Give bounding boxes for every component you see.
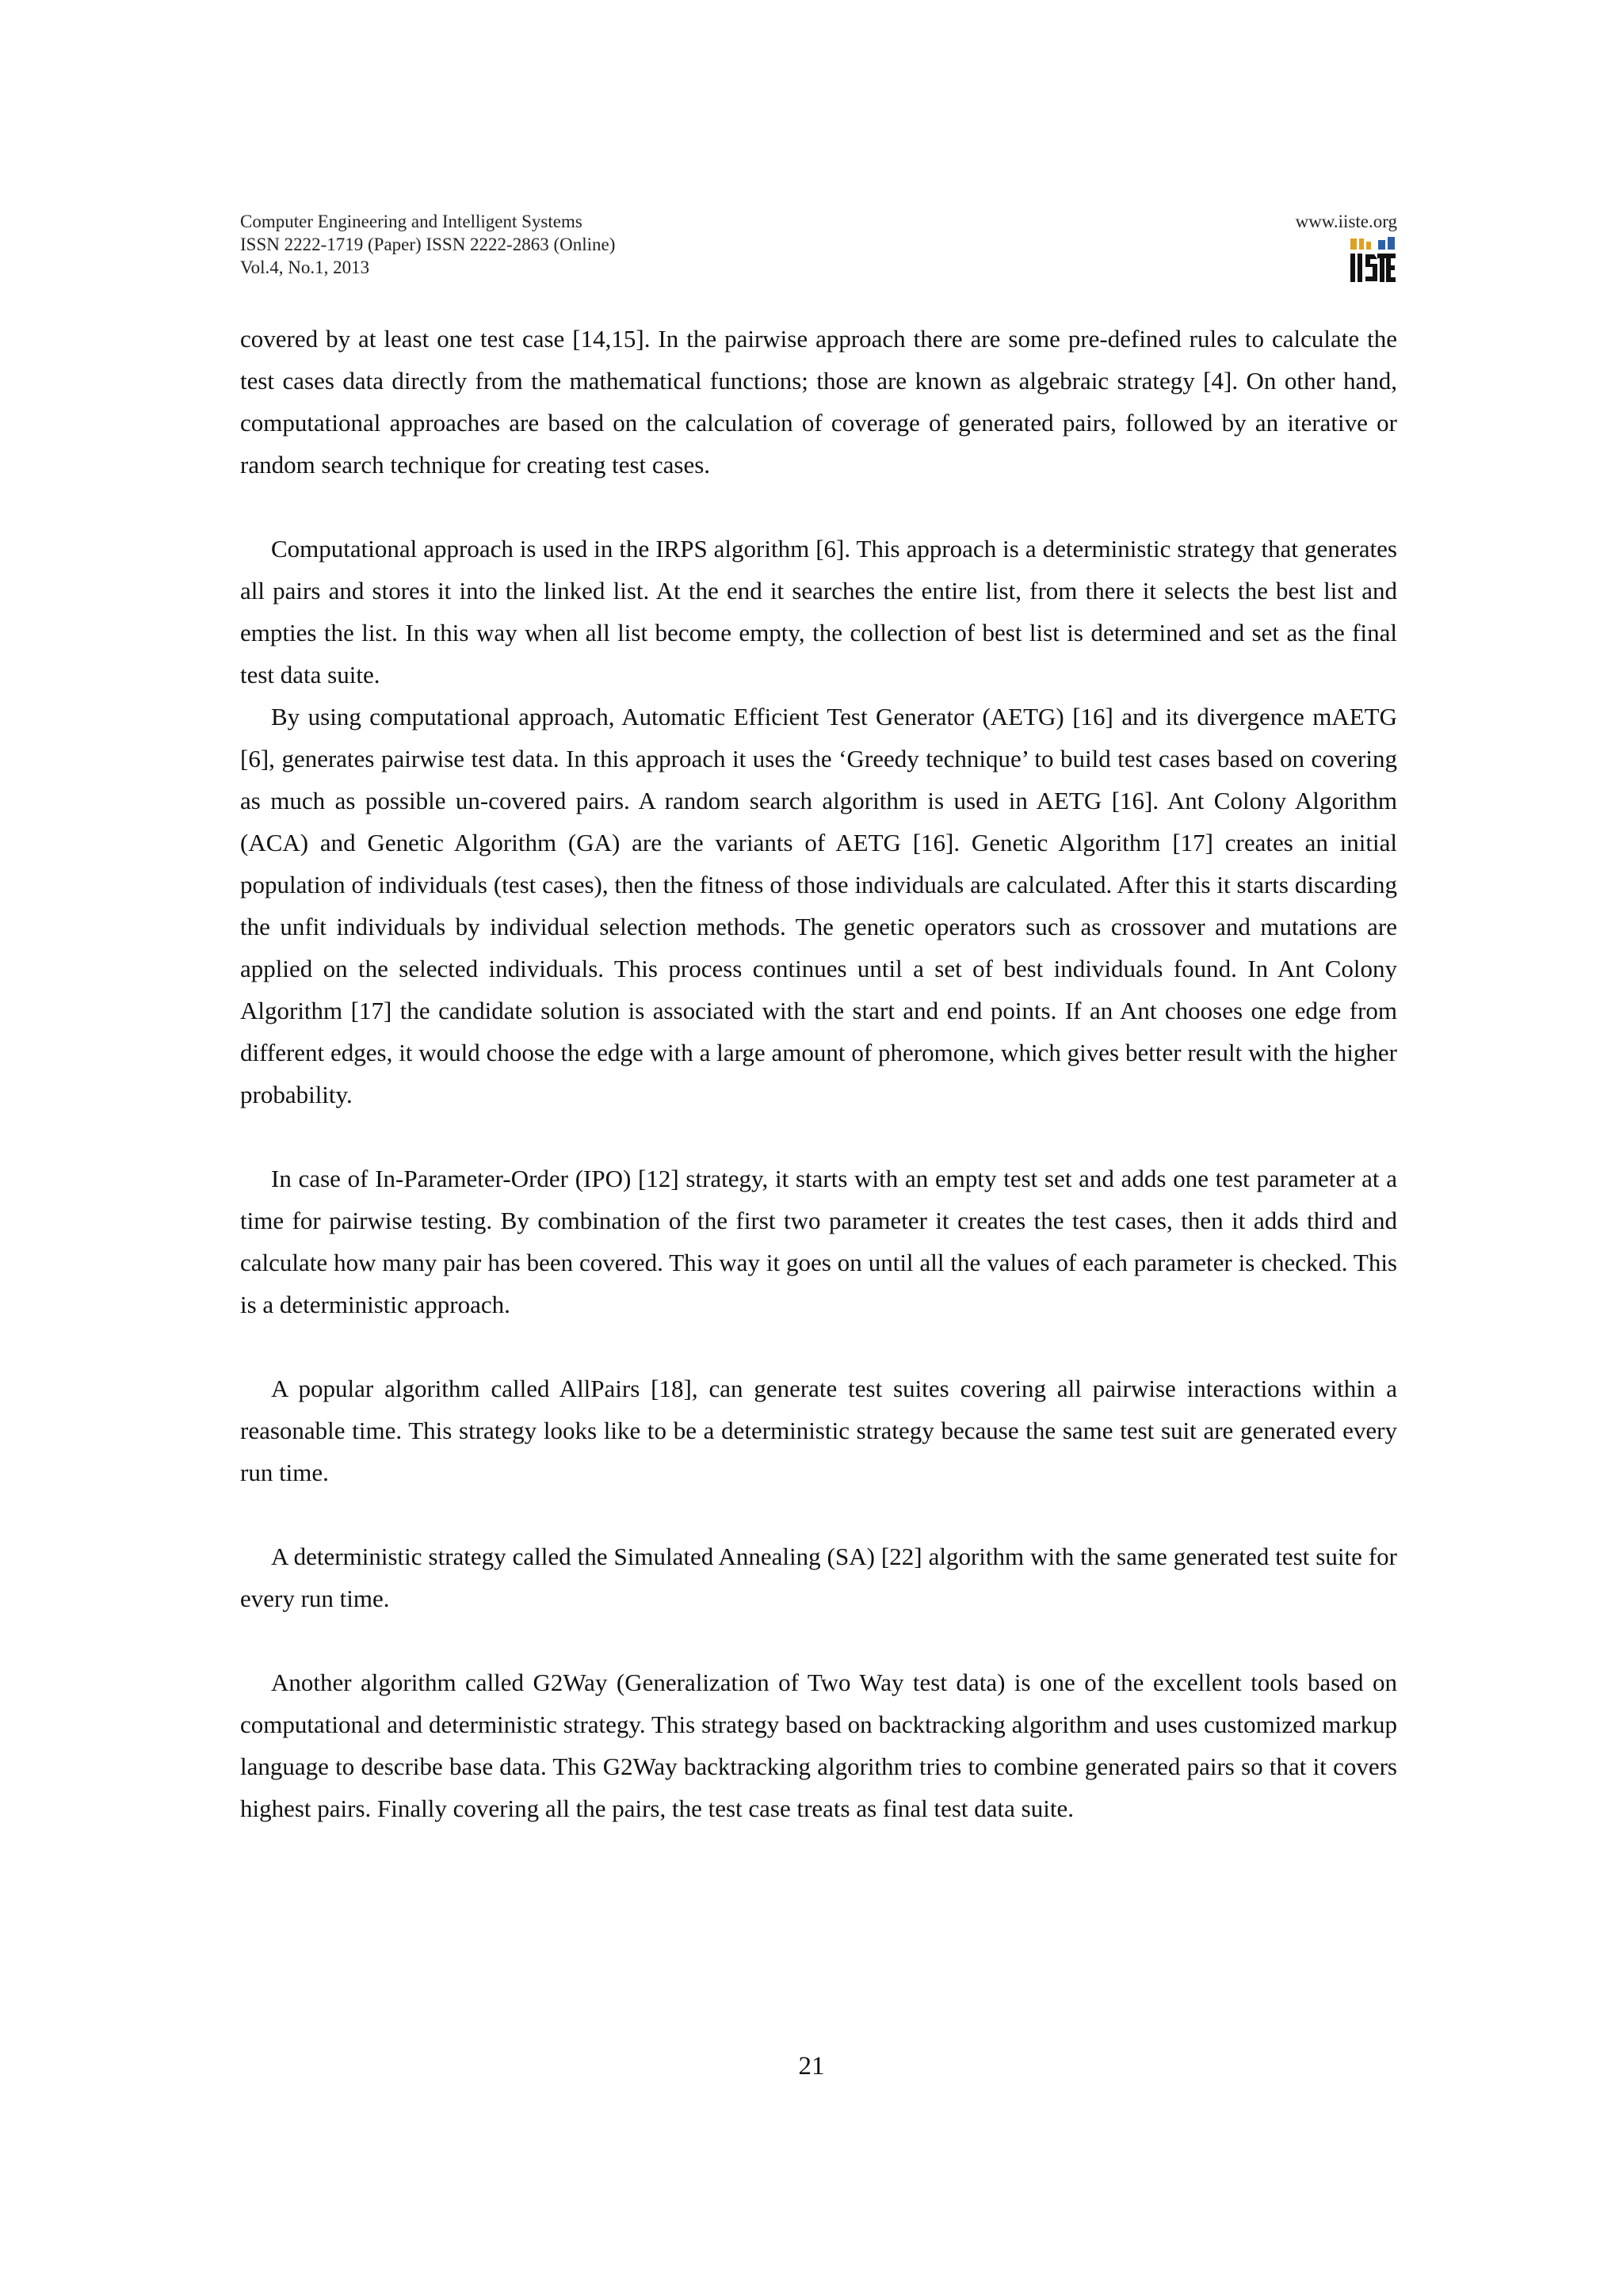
paragraph-g2way: Another algorithm called G2Way (Generalization of Two Way test data) is one of the excellent tools based on computational and deterministic strategy. This strategy based on backtracking algorithm and uses customized markup language to describe base data. This G2Way backtracking algorithm tries to combine generated pairs so that it covers highest pairs. Finally covering all the pairs, the test case treats as final test data suite. [240,1669,1397,1822]
journal-title: Computer Engineering and Intelligent Systems [240,212,582,231]
page-number: 21 [798,2052,825,2081]
journal-info [240,210,615,279]
body-text [240,318,1397,1829]
page-header [240,210,1397,297]
paragraph-allpairs: A popular algorithm called AllPairs [18], can generate test suites covering all pairwise interactions within a reasonable time. This strategy looks like to be a deterministic strategy because the same test suit are generated every run time. [240,1375,1397,1486]
website-link[interactable]: www.iiste.org [1295,212,1397,231]
iiste-logo-icon [1348,235,1397,284]
paragraph-simulated-annealing: A deterministic strategy called the Simulated Annealing (SA) [22] algorithm with the same generated test suite for every run time. [240,1543,1397,1612]
issn-line: ISSN 2222-1719 (Paper) ISSN 2222-2863 (Online) [240,235,616,254]
paragraph-continued: covered by at least one test case [14,15]. In the pairwise approach there are some pre-defined rules to calculate the test cases data directly from the mathematical functions; those are known as algebraic strategy [4]. On other hand, computational approaches are based on the calculation of coverage of generated pairs, followed by an iterative or random search technique for creating test cases. [240,325,1397,479]
paragraph-irps: Computational approach is used in the IRPS algorithm [6]. This approach is a deterministic strategy that generates all pairs and stores it into the linked list. At the end it searches the entire list, from there it selects the best list and empties the list. In this way when all list become empty, the collection of best list is determined and set as the final test data suite. [240,535,1397,688]
paragraph-ipo: In case of In-Parameter-Order (IPO) [12] strategy, it starts with an empty test set and adds one test parameter at a time for pairwise testing. By combination of the first two parameter it creates the test cases, then it adds third and calculate how many pair has been covered. This way it goes on until all the values of each parameter is checked. This is a deterministic approach. [240,1165,1397,1318]
paragraph-aetg: By using computational approach, Automatic Efficient Test Generator (AETG) [16] and its divergence mAETG [6], generates pairwise test data. In this approach it uses the ‘Greedy technique’ to build test cases based on covering as much as possible un-covered pairs. A random search algorithm is used in AETG [16]. Ant Colony Algorithm (ACA) and Genetic Algorithm (GA) are the variants of AETG [16]. Genetic Algorithm [17] creates an initial population of individuals (test cases), then the fitness of those individuals are calculated. After this it starts discarding the unfit individuals by individual selection methods. The genetic operators such as crossover and mutations are applied on the selected individuals. This process continues until a set of best individuals found. In Ant Colony Algorithm [17] the candidate solution is associated with the start and end points. If an Ant chooses one edge from different edges, it would choose the edge with a large amount of pheromone, which gives better result with the higher probability. [240,703,1397,1108]
volume-line: Vol.4, No.1, 2013 [240,257,370,277]
